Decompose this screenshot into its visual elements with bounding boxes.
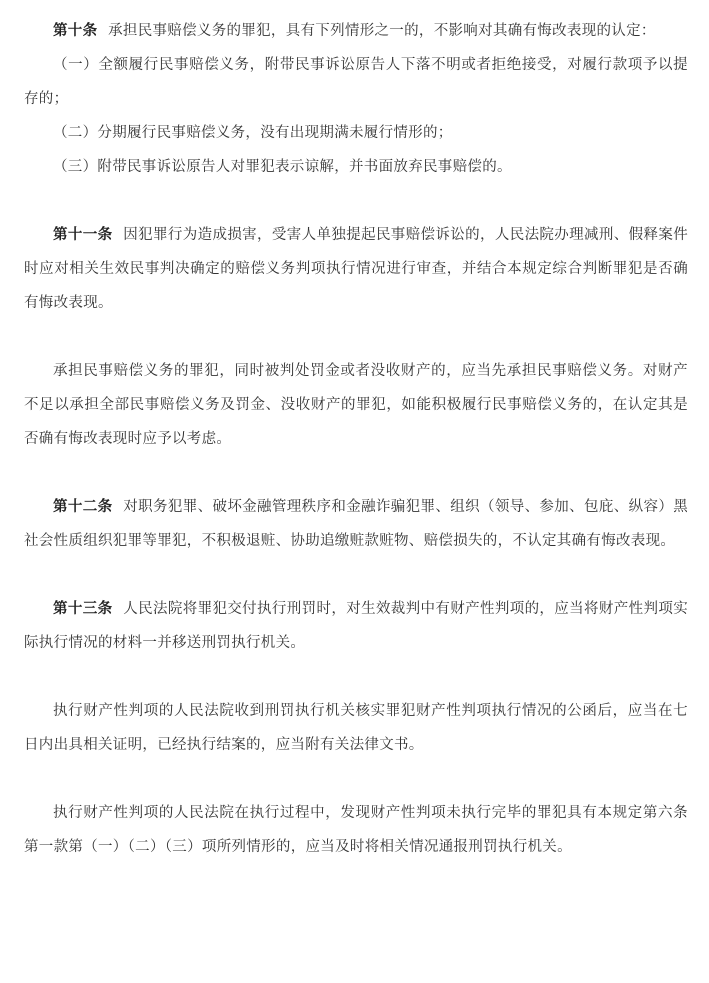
article-10-heading: 第十条	[53, 23, 98, 39]
article-10-item-3: （三）附带民事诉讼原告人对罪犯表示谅解，并书面放弃民事赔偿的。	[53, 159, 512, 175]
article-12-text: 对职务犯罪、破坏金融管理秩序和金融诈骗犯罪、组织（领导、参加、包庇、纵容）黑社会性质组织犯罪等罪犯，不积极退赃、协助追缴赃款赃物、赔偿损失的，不认定其确有悔改表现。	[24, 499, 688, 549]
article-11-text: 因犯罪行为造成损害，受害人单独提起民事赔偿诉讼的，人民法院办理减刑、假释案件时应对相关生效民事判决确定的赔偿义务判项执行情况进行审查，并结合本规定综合判断罪犯是否确有悔改表现。	[24, 227, 688, 311]
article-11-heading: 第十一条	[53, 227, 113, 243]
article-12-paragraph	[24, 490, 688, 558]
article-10-paragraph	[24, 14, 688, 48]
article-10-item-1: （一）全额履行民事赔偿义务，附带民事诉讼原告人下落不明或者拒绝接受，对履行款项予以提存的；	[24, 57, 688, 107]
article-11-paragraph	[24, 218, 688, 320]
article-10-item-2: （二）分期履行民事赔偿义务，没有出现期满未履行情形的；	[53, 125, 453, 141]
article-13-text: 人民法院将罪犯交付执行刑罚时，对生效裁判中有财产性判项的，应当将财产性判项实际执行情况的材料一并移送刑罚执行机关。	[24, 601, 688, 651]
article-13-heading: 第十三条	[53, 601, 113, 617]
article-10-text: 承担民事赔偿义务的罪犯，具有下列情形之一的，不影响对其确有悔改表现的认定：	[108, 23, 656, 39]
document-body	[24, 14, 688, 864]
article-13-paragraph-3: 执行财产性判项的人民法院在执行过程中，发现财产性判项未执行完毕的罪犯具有本规定第六条第一款第（一）（二）（三）项所列情形的，应当及时将相关情况通报刑罚执行机关。	[24, 805, 688, 855]
article-13-paragraph-2: 执行财产性判项的人民法院收到刑罚执行机关核实罪犯财产性判项执行情况的公函后，应当在七日内出具相关证明，已经执行结案的，应当附有关法律文书。	[24, 703, 688, 753]
article-13-paragraph	[24, 592, 688, 660]
article-11-paragraph-2: 承担民事赔偿义务的罪犯，同时被判处罚金或者没收财产的，应当先承担民事赔偿义务。对财产不足以承担全部民事赔偿义务及罚金、没收财产的罪犯，如能积极履行民事赔偿义务的，在认定其是否确有悔改表现时应予以考虑。	[24, 363, 688, 447]
article-12-heading: 第十二条	[53, 499, 113, 515]
